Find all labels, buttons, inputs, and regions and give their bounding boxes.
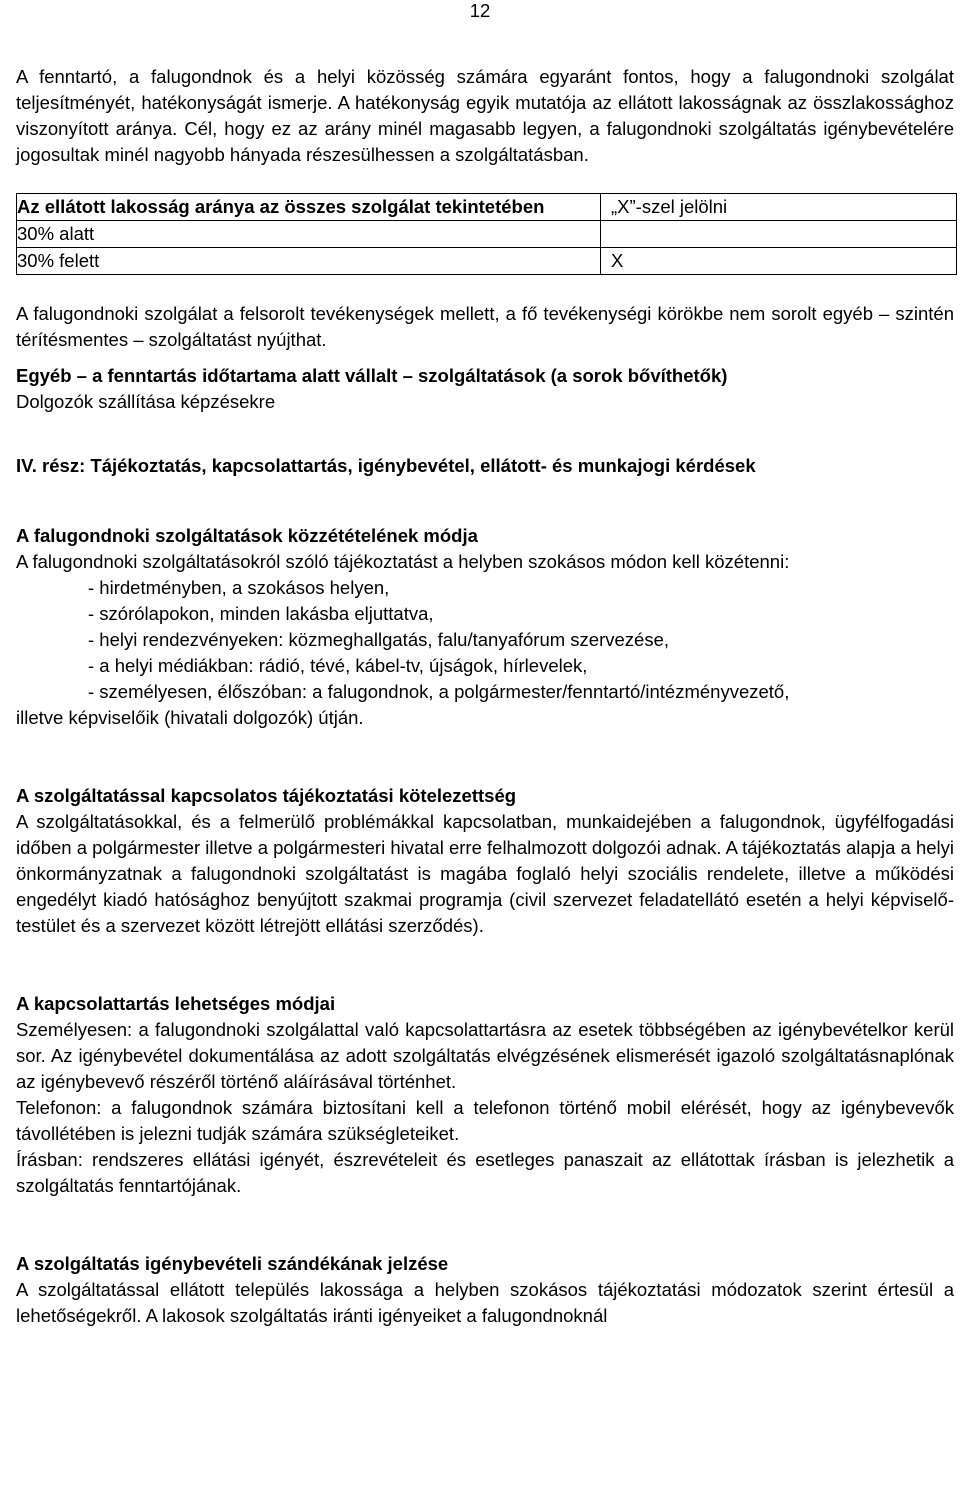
- ratio-row-label: 30% felett: [17, 248, 601, 275]
- intro-paragraph: A fenntartó, a falugondnok és a helyi közösség számára egyaránt fontos, hogy a falugondnoki szolgálat teljesítményét, hatékonyságát ismerje. A hatékonyság egyik mutatója az ellátott lakosságnak az összlakossághoz viszonyított aránya. Cél, hogy ez az arány minél magasabb legyen, a falugondnoki szolgáltatás igénybevételére jogosultak minél nagyobb hányada részesülhessen a szolgáltatásban.: [16, 66, 954, 165]
- ratio-table-header-right: „X”-szel jelölni: [601, 194, 957, 221]
- publication-list: [16, 575, 954, 705]
- ratio-row-mark: X: [601, 248, 957, 275]
- document-body: [16, 64, 954, 1329]
- list-item: - a helyi médiákban: rádió, tévé, kábel-tv, újságok, hírlevelek,: [88, 655, 588, 676]
- list-item: - helyi rendezvényeken: közmeghallgatás, falu/tanyafórum szervezése,: [88, 629, 669, 650]
- other-services-heading: Egyéb – a fenntartás időtartama alatt vállalt – szolgáltatások (a sorok bővíthetők): [16, 365, 728, 386]
- contact-heading: A kapcsolattartás lehetséges módjai: [16, 993, 336, 1014]
- ratio-table: [16, 193, 957, 275]
- contact-paragraph: Írásban: rendszeres ellátási igényét, észrevételeit és esetleges panaszait az ellátottak írásban is jelezhetik a szolgáltatás fenntartójának.: [16, 1149, 954, 1196]
- list-item: - személyesen, élőszóban: a falugondnok, a polgármester/fenntartó/intézményvezető,: [88, 681, 790, 702]
- other-services-item: Dolgozók szállítása képzésekre: [16, 391, 276, 412]
- obligation-heading: A szolgáltatással kapcsolatos tájékoztatási kötelezettség: [16, 785, 517, 806]
- table-row: [17, 248, 957, 275]
- ratio-row-mark: [601, 221, 957, 248]
- publication-intro: A falugondnoki szolgáltatásokról szóló tájékoztatást a helyben szokásos módon kell közétenni:: [16, 551, 790, 572]
- contact-paragraph: Telefonon: a falugondnok számára biztosítani kell a telefonon történő mobil elérését, hogy az igénybevevők távollétében is jelezni tudják számára szükségleteiket.: [16, 1097, 954, 1144]
- ratio-row-label: 30% alatt: [17, 221, 601, 248]
- publication-heading: A falugondnoki szolgáltatások közzétételének módja: [16, 525, 478, 546]
- obligation-paragraph: A szolgáltatásokkal, és a felmerülő problémákkal kapcsolatban, munkaidejében a falugondnok, ügyfélfogadási időben a polgármester illetve a polgármesteri hivatal erre felhalmozott dolgozói adnak. A tájékoztatás alapja a helyi önkormányzatnak a falugondnoki szolgáltatást is magába foglaló helyi szociális rendelete, illetve a működési engedélyt kiadó hatósághoz benyújtott szakmai programja (civil szervezet feladatellátó esetén a helyi képviselő-testület és a szervezet között létrejött ellátási szerződés).: [16, 811, 954, 936]
- contact-paragraph: Személyesen: a falugondnoki szolgálattal való kapcsolattartásra az esetek többségében az igénybevételkor kerül sor. Az igénybevétel dokumentálása az adott szolgáltatás elvégzésének elismerését igazoló szolgáltatásnaplónak az igénybevevő részéről történő aláírásával történhet.: [16, 1019, 954, 1092]
- list-item: - hirdetményben, a szokásos helyen,: [88, 577, 390, 598]
- publication-closing: illetve képviselőik (hivatali dolgozók) útján.: [16, 707, 364, 728]
- intent-paragraph: A szolgáltatással ellátott település lakossága a helyben szokásos tájékoztatási módozatok szerint értesül a lehetőségekről. A lakosok szolgáltatás iránti igényeiket a falugondnoknál: [16, 1279, 954, 1326]
- ratio-table-header-left: Az ellátott lakosság aránya az összes szolgálat tekintetében: [17, 194, 601, 221]
- other-services-paragraph: A falugondnoki szolgálat a felsorolt tevékenységek mellett, a fő tevékenységi körökbe nem sorolt egyéb – szintén térítésmentes – szolgáltatást nyújthat.: [16, 303, 954, 350]
- table-row: [17, 221, 957, 248]
- list-item: - szórólapokon, minden lakásba eljuttatva,: [88, 603, 434, 624]
- intent-heading: A szolgáltatás igénybevételi szándékának jelzése: [16, 1253, 449, 1274]
- part-iv-title: IV. rész: Tájékoztatás, kapcsolattartás, igénybevétel, ellátott- és munkajogi kérdések: [16, 455, 756, 476]
- page-number: 12: [469, 0, 491, 21]
- table-row: [17, 194, 957, 221]
